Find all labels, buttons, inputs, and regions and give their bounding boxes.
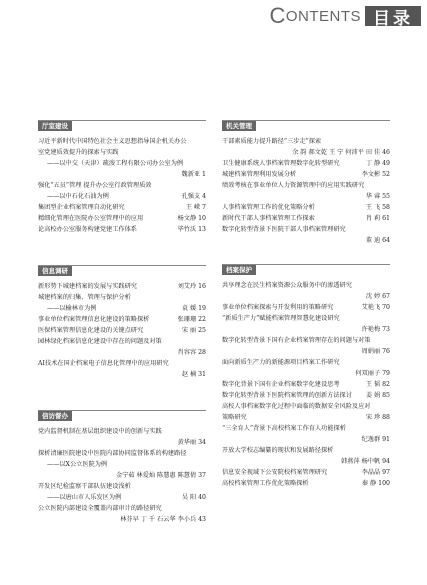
entry-title: 党内监督机制在基层组织建设中的创新与实践 bbox=[38, 428, 162, 435]
contents-en-title bbox=[269, 3, 365, 28]
entry-title: 数字化转型背景下医院档案管理的创新方法探讨 bbox=[222, 392, 352, 399]
entry-title: “新质生产力”赋能档案管理智慧化建设研究 bbox=[222, 315, 340, 322]
entry-author-row: 华 睿 55 bbox=[365, 193, 390, 200]
entry-title: 探析清廉医院建设中医院内部协同监督体系的构建路径 bbox=[38, 450, 187, 457]
toc-entry bbox=[38, 503, 206, 514]
right-column bbox=[222, 116, 390, 489]
contents-header bbox=[269, 3, 421, 29]
entry-title: 城建档案管理利用发展分析 bbox=[222, 171, 297, 178]
entry-subtitle: ——以唐山市人乐发区为例 bbox=[47, 494, 122, 501]
toc-entry bbox=[222, 280, 390, 291]
entry-title: 卫生健康系统人事档案管理数字化转型研究 bbox=[222, 160, 340, 167]
toc-entry bbox=[222, 390, 390, 401]
toc-entry bbox=[38, 292, 206, 303]
section-header bbox=[38, 410, 206, 422]
entry-subtitle: ——以X公立医院为例 bbox=[47, 461, 108, 468]
entry-meta: 秦 静 100 bbox=[361, 480, 390, 487]
toc-entry bbox=[222, 313, 390, 324]
contents-cn-title: 目录 bbox=[365, 6, 421, 26]
toc-entry bbox=[38, 180, 206, 191]
entry-meta: 刘艾玲 16 bbox=[177, 283, 206, 290]
section-title: 厅室建设 bbox=[38, 121, 72, 131]
entry-title: 园林绿化档案信息化建设中存在的问题及对策 bbox=[38, 338, 162, 345]
entry-title: 高校人事档案数字化过程中面临的数据安全风险及应对 bbox=[222, 403, 371, 410]
section-title: 信访督办 bbox=[38, 411, 72, 421]
toc-entry bbox=[38, 147, 206, 158]
toc-entry bbox=[222, 169, 390, 180]
entry-title: AI技术在国企档案电子信息化管理中的应用研究 bbox=[38, 360, 169, 367]
entry-author-row: 肖容容 28 bbox=[177, 349, 206, 356]
entry-title: 新形势下城建档案的发展与实践研究 bbox=[38, 283, 137, 290]
toc-entry bbox=[222, 401, 390, 412]
entry-title: 集团型企业档案管理自动化研究 bbox=[38, 204, 125, 211]
toc-entry bbox=[222, 379, 390, 390]
toc-entry bbox=[222, 423, 390, 434]
toc-entry bbox=[38, 136, 206, 147]
toc-entry bbox=[222, 224, 390, 235]
entry-title: 共享理念在民生档案资源公众服务中的渗透研究 bbox=[222, 282, 352, 289]
toc-entry bbox=[222, 180, 390, 191]
section-gap bbox=[222, 246, 390, 260]
section-header bbox=[222, 120, 390, 132]
entry-subtitle-row bbox=[38, 158, 206, 169]
entry-meta: 毕竹沃 13 bbox=[177, 226, 206, 233]
entry-meta: 孔强支 4 bbox=[181, 193, 206, 200]
entry-title: 绩效考核在事业单位人力资源管理中的应用实践研究 bbox=[222, 182, 365, 189]
entry-title: 开放大学校志编纂的现状和发展路径探析 bbox=[222, 447, 334, 454]
entry-subtitle: ——以中交（天津）疏浚工程有限公司办公室为例 bbox=[47, 160, 184, 167]
toc-entry bbox=[222, 158, 390, 169]
entry-author-row: 赵 楠 31 bbox=[181, 371, 206, 378]
entry-meta: 艾艳飞 70 bbox=[361, 304, 390, 311]
entry-subtitle-row bbox=[38, 459, 206, 470]
entry-meta: 丁 静 49 bbox=[365, 160, 390, 167]
toc-entry bbox=[38, 448, 206, 459]
entry-author-row: 董 迪 64 bbox=[365, 237, 390, 244]
entry-title: 公立医院内部建设全覆盖内部审计的路径研究 bbox=[38, 505, 162, 512]
entry-meta: 李晶晶 97 bbox=[361, 469, 390, 476]
toc-entry bbox=[222, 412, 390, 423]
entry-meta: 杨文静 10 bbox=[177, 215, 206, 222]
entry-author-row: 纪逸群 91 bbox=[361, 436, 390, 443]
entry-author-row: 沈 婷 67 bbox=[365, 293, 390, 300]
toc-entry bbox=[38, 213, 206, 224]
toc-entry bbox=[222, 467, 390, 478]
entry-author-row: 周娟丽 76 bbox=[361, 348, 390, 355]
entry-title: 数字化背景下国有企业档案数字化建设思考 bbox=[222, 381, 340, 388]
toc-entry bbox=[222, 213, 390, 224]
contents-en-initial: C bbox=[269, 3, 286, 28]
entry-title: 高校档案管理工作优化策略探析 bbox=[222, 480, 309, 487]
entry-subtitle-row bbox=[38, 191, 206, 202]
entry-title: 精细化管理在医院办公室管理中的应用 bbox=[38, 215, 144, 222]
section-gap bbox=[38, 380, 206, 406]
contents-en-rest: ONTENTS bbox=[285, 7, 361, 25]
toc-entry bbox=[222, 357, 390, 368]
entry-subtitle-row bbox=[38, 303, 206, 314]
left-column bbox=[38, 116, 206, 525]
entry-meta: 张珊珊 22 bbox=[177, 316, 206, 323]
entry-title: 论高校办公室服务构建党建工作体系 bbox=[38, 226, 137, 233]
entry-title: 室党建质效提升的探索与实践 bbox=[38, 149, 119, 156]
entry-title: 医保档案管理信息化建设的关键点研究 bbox=[38, 327, 144, 334]
toc-entry bbox=[38, 325, 206, 336]
entry-title: 数字化转型背景下国有企业档案管理存在的问题与对策 bbox=[222, 337, 371, 344]
section-title: 信息调研 bbox=[38, 266, 72, 276]
toc-entry bbox=[222, 302, 390, 313]
toc-entry bbox=[222, 445, 390, 456]
entry-author-row: 许艳梅 73 bbox=[361, 326, 390, 333]
toc-entry bbox=[222, 202, 390, 213]
entry-title: 新时代干部人事档案管理工作探索 bbox=[222, 215, 315, 222]
toc-entry bbox=[38, 202, 206, 213]
entry-meta: 肖 莉 61 bbox=[365, 215, 390, 222]
entry-title: 策略研究 bbox=[222, 414, 247, 421]
entry-subtitle: ——以中石化石油为例 bbox=[47, 193, 109, 200]
entry-title: 事业单位档案管理信息化建设的策略探析 bbox=[38, 316, 150, 323]
entry-title: 城建档案的归集、管理与保护分析 bbox=[38, 294, 131, 301]
toc-entry bbox=[38, 426, 206, 437]
section-title: 档案保护 bbox=[222, 265, 256, 275]
section-title: 机关管理 bbox=[222, 121, 256, 131]
section-gap bbox=[38, 235, 206, 261]
entry-meta: 王 飞 58 bbox=[365, 204, 390, 211]
entry-title: 数字化转型背景下医院干部人事档案管理研究 bbox=[222, 226, 346, 233]
section-header bbox=[222, 264, 390, 276]
entry-title: 信息安全视域下公安院校档案管理研究 bbox=[222, 469, 328, 476]
entry-author-row: 魏新亚 1 bbox=[181, 171, 206, 178]
entry-meta: 李文彬 52 bbox=[361, 171, 390, 178]
toc-entry bbox=[222, 136, 390, 147]
entry-title: 习近平新时代中国特色社会主义思想指导国企机关办公 bbox=[38, 138, 187, 145]
toc-entry bbox=[38, 281, 206, 292]
entry-subtitle-row bbox=[38, 492, 206, 503]
entry-meta: 宋 珍 88 bbox=[365, 414, 390, 421]
toc-entry bbox=[38, 224, 206, 235]
toc-entry bbox=[38, 336, 206, 347]
entry-title: 面向新质生产力的新能源项目档案工作研究 bbox=[222, 359, 340, 366]
entry-author-row: 余 韵 郝文乾 王 宁 何沛平 田 佳 46 bbox=[292, 149, 390, 156]
entry-meta: 王 嵘 7 bbox=[185, 204, 206, 211]
toc-entry bbox=[222, 335, 390, 346]
entry-title: 开发区纪检监察干部队伍建设浅析 bbox=[38, 483, 131, 490]
section-header bbox=[38, 120, 206, 132]
entry-author-row: 黄华丽 34 bbox=[177, 439, 206, 446]
entry-meta: 袁 媛 19 bbox=[181, 305, 206, 312]
entry-meta: 姜 娟 85 bbox=[365, 392, 390, 399]
entry-title: 事业单位档案探索与开发利用的策略研究 bbox=[222, 304, 334, 311]
entry-author-row: 何双丽子 79 bbox=[355, 370, 390, 377]
entry-meta: 王 韬 82 bbox=[365, 381, 390, 388]
toc-entry bbox=[38, 481, 206, 492]
entry-title: 人事档案管理工作的优化策略分析 bbox=[222, 204, 315, 211]
entry-subtitle: ——以榆林市为例 bbox=[47, 305, 97, 312]
entry-author-row: 韩燕萍 杨中帆 94 bbox=[341, 458, 390, 465]
toc-entry bbox=[38, 358, 206, 369]
toc-entry bbox=[222, 478, 390, 489]
entry-title: 强化“五员”管理 提升办公室行政管理质效 bbox=[38, 182, 152, 189]
entry-title: 干部素质能力提升路径“三步走”探索 bbox=[222, 138, 322, 145]
entry-meta: 吴 阳 40 bbox=[181, 494, 206, 501]
entry-author-row: 林芬早 丁 千 石云华 李小兵 43 bbox=[120, 516, 206, 523]
entry-title: “三全育人”背景下高校档案工作育人功能探析 bbox=[222, 425, 346, 432]
entry-author-row: 金宁茹 林爱灿 陈慧惠 陈慧倩 37 bbox=[116, 472, 206, 479]
section-header bbox=[38, 265, 206, 277]
entry-meta: 宋 丽 25 bbox=[181, 327, 206, 334]
toc-entry bbox=[38, 314, 206, 325]
